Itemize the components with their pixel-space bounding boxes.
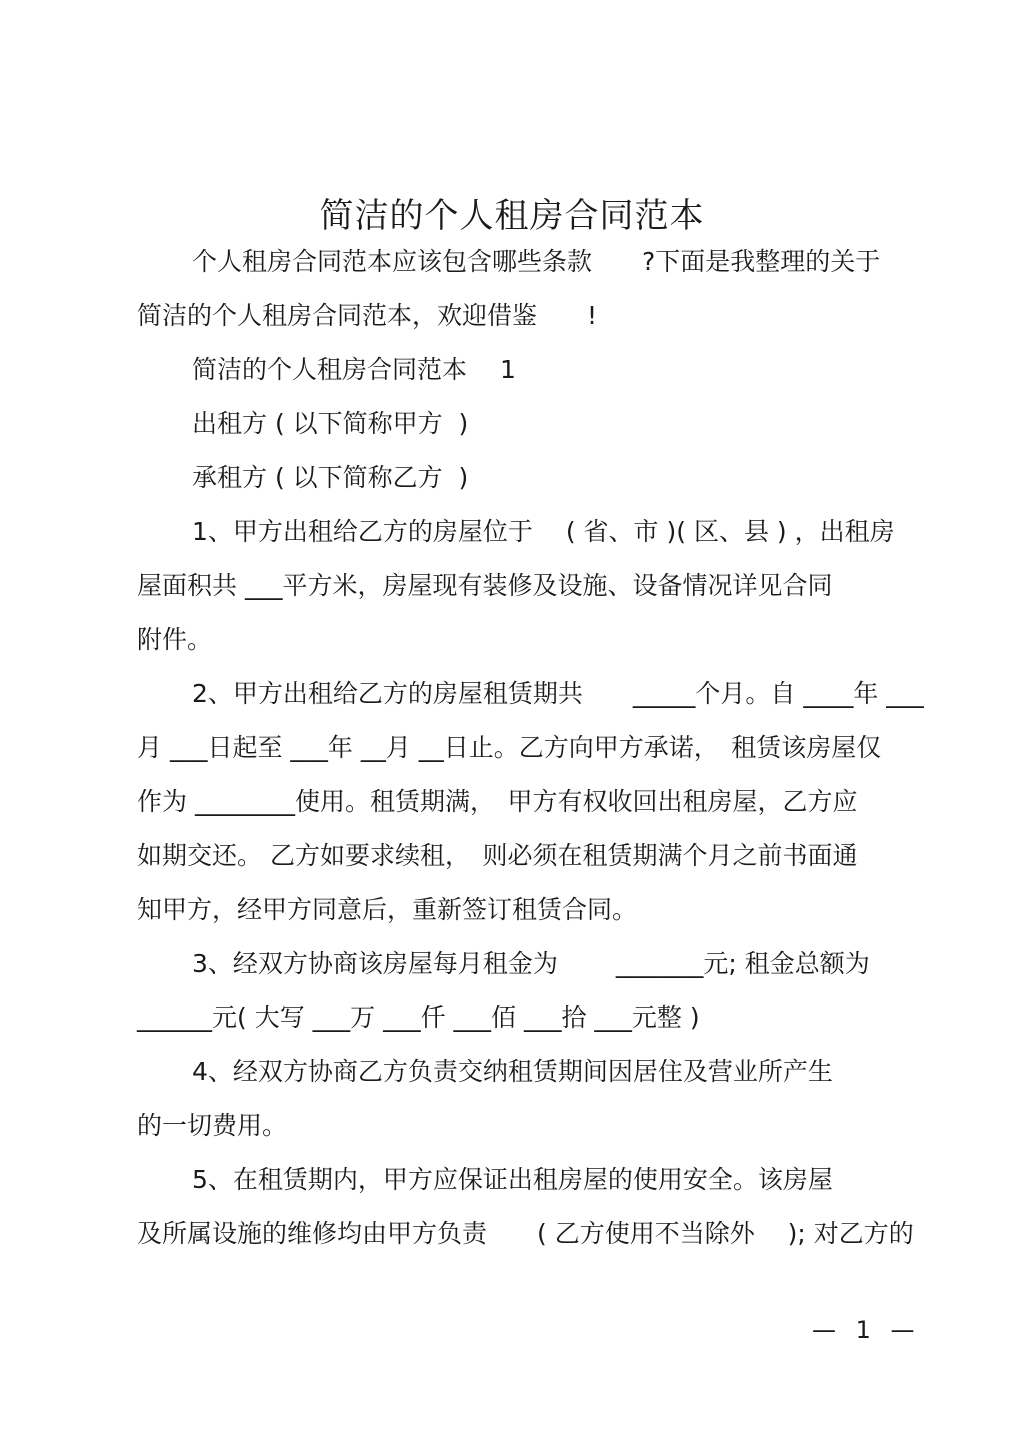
paragraph-line: 个人租房合同范本应该包含哪些条款 ?下面是我整理的关于	[192, 247, 881, 276]
paragraph-line: 承租方 ( 以下简称乙方 )	[192, 463, 469, 492]
paragraph-line: 屋面积共 ___平方米，房屋现有装修及设施、设备情况详见合同	[137, 571, 833, 600]
page-number: — 1 —	[812, 1316, 921, 1344]
paragraph-line: 月 ___日起至 ___年 __月 __日止。乙方向甲方承诺， 租赁该房屋仅	[137, 733, 882, 762]
paragraph-line: 简洁的个人租房合同范本 1	[192, 355, 516, 384]
paragraph-line: 的一切费用。	[137, 1111, 288, 1140]
paragraph-line: 如期交还。 乙方如要求续租， 则必须在租赁期满个月之前书面通	[137, 841, 858, 870]
paragraph-line: 附件。	[137, 625, 213, 654]
paragraph-line: 1、甲方出租给乙方的房屋位于 ( 省、市 )( 区、县 ) ，出租房	[192, 517, 895, 546]
paragraph-line: 及所属设施的维修均由甲方负责 ( 乙方使用不当除外 ); 对乙方的	[137, 1219, 914, 1248]
paragraph-line: 简洁的个人租房合同范本，欢迎借鉴 !	[137, 301, 598, 330]
document-title: 简洁的个人租房合同范本	[319, 196, 705, 236]
paragraph-line: 知甲方，经甲方同意后，重新签订租赁合同。	[137, 895, 638, 924]
paragraph-line: 4、经双方协商乙方负责交纳租赁期间因居住及营业所产生	[192, 1057, 833, 1086]
paragraph-line: 出租方 ( 以下简称甲方 )	[192, 409, 469, 438]
paragraph-line: 作为 ________使用。租赁期满， 甲方有权收回出租房屋，乙方应	[137, 787, 858, 816]
paragraph-line: 2、甲方出租给乙方的房屋租赁期共 _____个月。自 ____年 ___	[192, 679, 924, 708]
paragraph-line: 3、经双方协商该房屋每月租金为 _______元; 租金总额为	[192, 949, 870, 978]
paragraph-line: ______元( 大写 ___万 ___仟 ___佰 ___拾 ___元整 )	[137, 1003, 700, 1032]
paragraph-line: 5、在租赁期内，甲方应保证出租房屋的使用安全。该房屋	[192, 1165, 833, 1194]
